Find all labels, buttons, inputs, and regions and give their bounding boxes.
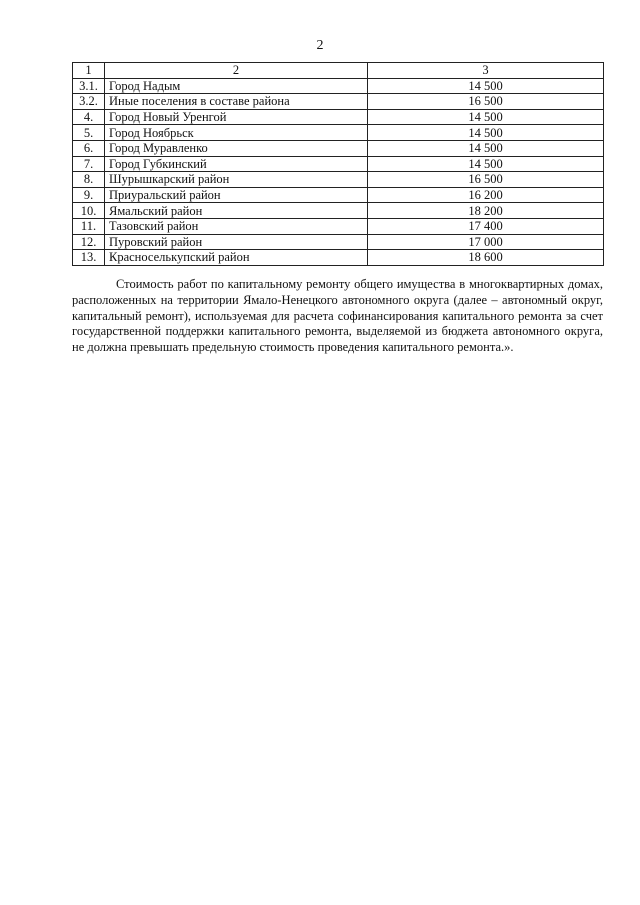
row-name: Город Муравленко xyxy=(105,140,368,156)
header-cell-3: 3 xyxy=(368,63,604,79)
row-number: 3.2. xyxy=(73,94,105,110)
row-name: Город Губкинский xyxy=(105,156,368,172)
header-cell-1: 1 xyxy=(73,63,105,79)
row-number: 13. xyxy=(73,250,105,266)
row-name: Город Новый Уренгой xyxy=(105,109,368,125)
table-row xyxy=(73,78,604,94)
row-value: 14 500 xyxy=(368,140,604,156)
row-value: 14 500 xyxy=(368,78,604,94)
row-number: 7. xyxy=(73,156,105,172)
cost-table xyxy=(72,62,604,266)
body-paragraph: Стоимость работ по капитальному ремонту общего имущества в многоквартирных домах, расположенных на территории Ямало-Ненецкого автономного округа (далее – автономный округ, капитальный ремонт), используемая для расчета софинансирования капитального ремонта за счет государственной поддержки капитального ремонта, выделяемой из бюджета автономного округа, не должна превышать предельную стоимость проведения капитального ремонта.». xyxy=(72,277,603,355)
table-row xyxy=(73,218,604,234)
row-number: 6. xyxy=(73,140,105,156)
row-name: Иные поселения в составе района xyxy=(105,94,368,110)
row-value: 14 500 xyxy=(368,125,604,141)
table-row xyxy=(73,250,604,266)
header-cell-2: 2 xyxy=(105,63,368,79)
row-number: 5. xyxy=(73,125,105,141)
row-value: 18 200 xyxy=(368,203,604,219)
table-row xyxy=(73,156,604,172)
table-row xyxy=(73,187,604,203)
row-value: 16 500 xyxy=(368,172,604,188)
row-value: 14 500 xyxy=(368,109,604,125)
row-number: 3.1. xyxy=(73,78,105,94)
table-row xyxy=(73,109,604,125)
table-row xyxy=(73,140,604,156)
row-value: 18 600 xyxy=(368,250,604,266)
table-row xyxy=(73,125,604,141)
row-number: 10. xyxy=(73,203,105,219)
row-number: 8. xyxy=(73,172,105,188)
row-number: 11. xyxy=(73,218,105,234)
row-name: Шурышкарский район xyxy=(105,172,368,188)
row-number: 9. xyxy=(73,187,105,203)
row-number: 4. xyxy=(73,109,105,125)
row-name: Тазовский район xyxy=(105,218,368,234)
row-name: Город Надым xyxy=(105,78,368,94)
table-row xyxy=(73,94,604,110)
table-row xyxy=(73,172,604,188)
row-value: 17 400 xyxy=(368,218,604,234)
row-value: 16 500 xyxy=(368,94,604,110)
row-value: 14 500 xyxy=(368,156,604,172)
table-row xyxy=(73,234,604,250)
row-name: Красноселькупский район xyxy=(105,250,368,266)
table-header-row xyxy=(73,63,604,79)
row-name: Город Ноябрьск xyxy=(105,125,368,141)
row-name: Пуровский район xyxy=(105,234,368,250)
page-number: 2 xyxy=(316,38,324,53)
table-row xyxy=(73,203,604,219)
row-value: 17 000 xyxy=(368,234,604,250)
row-name: Приуральский район xyxy=(105,187,368,203)
row-number: 12. xyxy=(73,234,105,250)
row-name: Ямальский район xyxy=(105,203,368,219)
row-value: 16 200 xyxy=(368,187,604,203)
